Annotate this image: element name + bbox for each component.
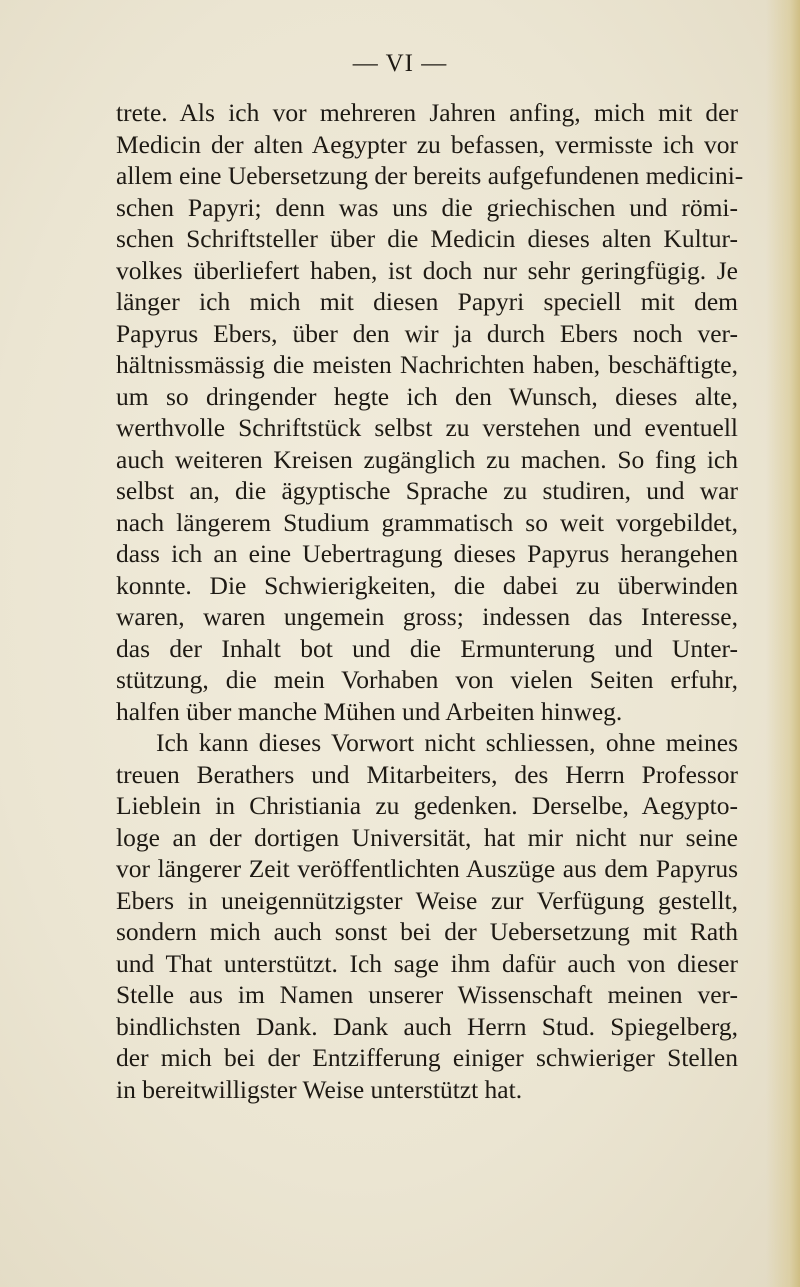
preface-text: [116, 97, 744, 1105]
text-line: allem eine Uebersetzung der bereits aufgefundenen medicini-: [116, 161, 744, 190]
text-line: Medicin der alten Aegypter zu befassen, vermisste ich vor: [116, 129, 738, 159]
text-line: werthvolle Schriftstück selbst zu verstehen und eventuell: [116, 413, 738, 442]
text-line: volkes überliefert haben, ist doch nur sehr geringfügig. Je: [116, 255, 738, 285]
text-line: konnte. Die Schwierigkeiten, die dabei zu überwinden: [116, 570, 738, 600]
text-line: stützung, die mein Vorhaben von vielen Seiten erfuhr,: [116, 665, 738, 694]
text-line: Papyrus Ebers, über den wir ja durch Ebers noch ver-: [116, 318, 738, 348]
text-line: und That unterstützt. Ich sage ihm dafür auch von dieser: [116, 948, 738, 978]
text-line: schen Papyri; denn was uns die griechischen und römi-: [116, 192, 738, 222]
text-line: nach längerem Studium grammatisch so weit vorgebildet,: [116, 507, 738, 537]
text-line: trete. Als ich vor mehreren Jahren anfing, mich mit der: [116, 98, 738, 127]
paragraph-start-line: Ich kann dieses Vorwort nicht schliessen, ohne meines: [156, 728, 738, 757]
page-number-header: — VI —: [352, 50, 448, 77]
text-line: treuen Berathers und Mitarbeiters, des Herrn Professor: [116, 759, 738, 789]
text-line: Stelle aus im Namen unserer Wissenschaft meinen ver-: [116, 980, 738, 1009]
text-line: der mich bei der Entzifferung einiger schwieriger Stellen: [116, 1043, 738, 1072]
text-line: auch weiteren Kreisen zugänglich zu machen. So fing ich: [116, 444, 738, 474]
paragraph-end-line: halfen über manche Mühen und Arbeiten hinweg.: [116, 696, 623, 726]
text-line: vor längerer Zeit veröffentlichten Auszüge aus dem Papyrus: [116, 854, 738, 883]
text-line: bindlichsten Dank. Dank auch Herrn Stud. Spiegelberg,: [116, 1011, 738, 1041]
text-line: sondern mich auch sonst bei der Uebersetzung mit Rath: [116, 917, 738, 946]
paragraph-end-line: in bereitwilligster Weise unterstützt hat.: [116, 1074, 523, 1104]
text-line: Ebers in uneigennützigster Weise zur Verfügung gestellt,: [116, 885, 738, 915]
text-line: waren, waren ungemein gross; indessen das Interesse,: [116, 602, 738, 631]
page-edge-stain: [766, 0, 800, 1287]
text-line: selbst an, die ägyptische Sprache zu studiren, und war: [116, 476, 738, 505]
text-line: Lieblein in Christiania zu gedenken. Derselbe, Aegypto-: [116, 791, 738, 820]
text-line: schen Schriftsteller über die Medicin dieses alten Kultur-: [116, 224, 738, 253]
text-line: länger ich mich mit diesen Papyri speciell mit dem: [116, 287, 738, 316]
text-line: um so dringender hegte ich den Wunsch, dieses alte,: [116, 381, 738, 411]
text-line: hältnissmässig die meisten Nachrichten haben, beschäftigte,: [116, 350, 738, 379]
text-line: loge an der dortigen Universität, hat mir nicht nur seine: [116, 822, 738, 852]
text-line: dass ich an eine Uebertragung dieses Papyrus herangehen: [116, 539, 738, 568]
text-line: das der Inhalt bot und die Ermunterung und Unter-: [116, 633, 738, 663]
